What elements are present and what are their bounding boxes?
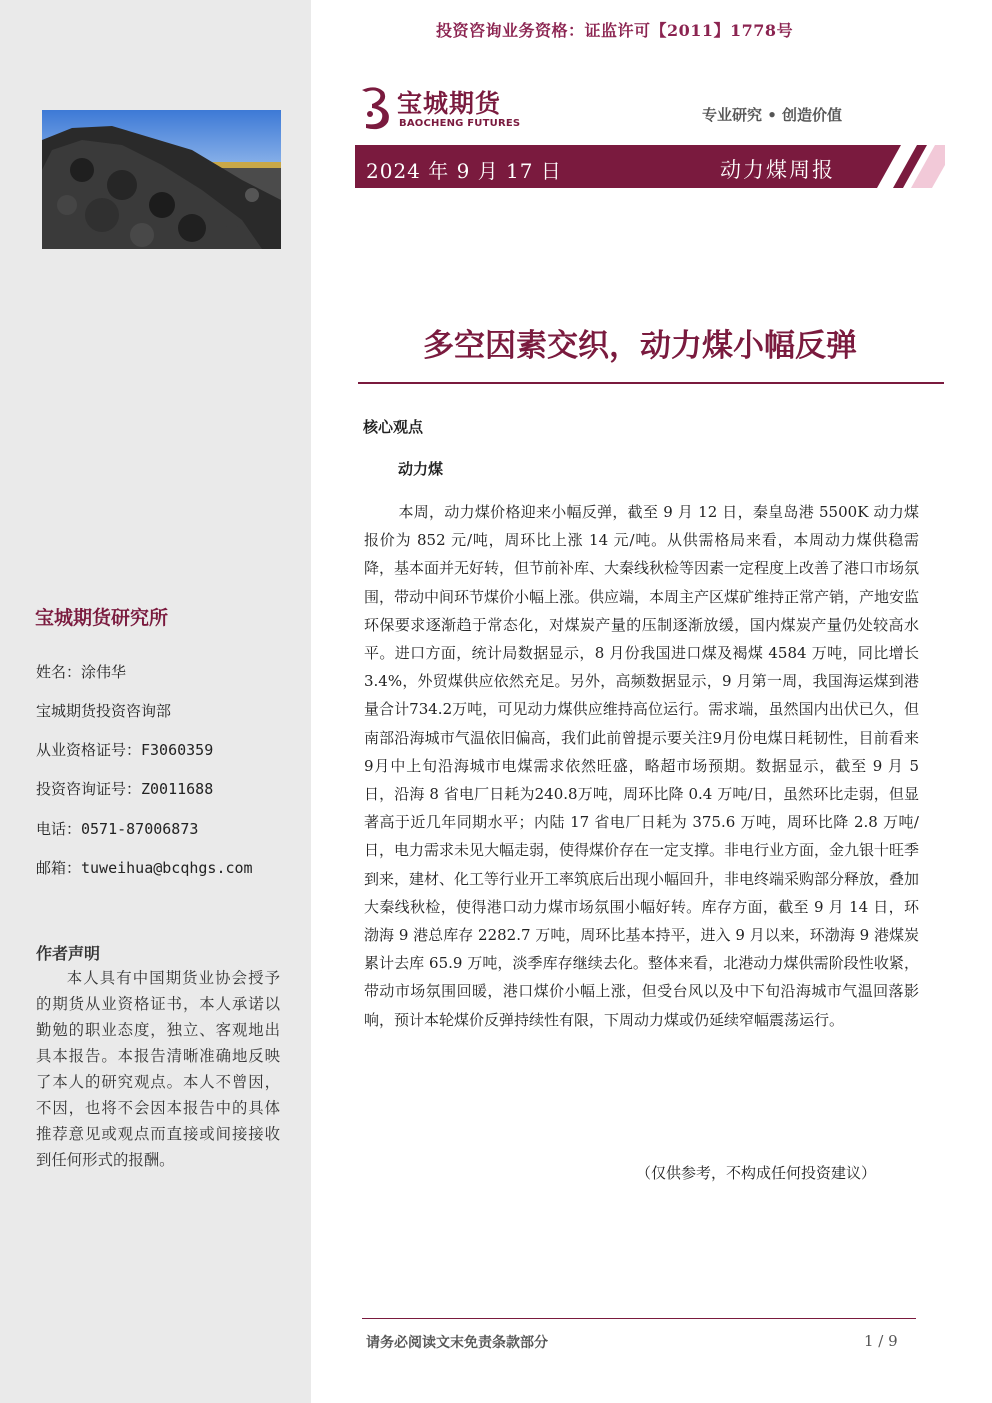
coal-photo <box>42 110 281 249</box>
section-heading-core: 核心观点 <box>363 418 424 436</box>
qualification-number: 从业资格证号：F3060359 <box>36 741 214 759</box>
disclaimer: （仅供参考，不构成任何投资建议） <box>636 1164 877 1182</box>
report-type: 动力煤周报 <box>720 158 835 182</box>
footer-notice: 请务必阅读文末免责条款部分 <box>366 1335 548 1351</box>
consulting-number: 投资咨询证号：Z0011688 <box>36 780 214 798</box>
section-heading-coal: 动力煤 <box>398 460 444 478</box>
analyst-name: 姓名：涂伟华 <box>36 663 127 681</box>
footer-divider <box>362 1318 916 1319</box>
declaration-title: 作者声明 <box>36 944 101 963</box>
license-text: 投资咨询业务资格：证监许可【2011】1778号 <box>436 21 794 40</box>
title-divider <box>358 382 944 384</box>
department: 宝城期货投资咨询部 <box>36 702 172 720</box>
declaration-body: 本人具有中国期货业协会授予的期货从业资格证书，本人承诺以勤勉的职业态度，独立、客观地出具本报告。本报告清晰准确地反映了本人的研究观点。本人不曾因，不因，也将不会因本报告中的具体推荐意见或观点而直接或间接接收到任何形式的报酬。 <box>36 969 280 1169</box>
slogan: 专业研究 • 创造价值 <box>702 106 843 124</box>
logo-text-en: BAOCHENG FUTURES <box>399 118 521 129</box>
institute-name: 宝城期货研究所 <box>35 607 169 629</box>
body-paragraph: 本周，动力煤价格迎来小幅反弹，截至 9 月 12 日，秦皇岛港 5500K 动力煤报价为 852 元/吨，周环比上涨 14 元/吨。从供需格局来看，本周动力煤供稳需降，基本面并无好转，但节前补库、大秦线秋检等因素一定程度上改善了港口市场氛围，带动中间环节煤价小幅上涨。供应端，本周主产区煤矿维持正常产销，产地安监环保要求逐渐趋于常态化，对煤炭产量的压制逐渐放缓，国内煤炭产量仍处较高水平。进口方面，统计局数据显示，8 月份我国进口煤及褐煤 4584 万吨，同比增长 3.4%，外贸煤供应依然充足。另外，高频数据显示，9 月第一周，我国海运煤到港量合计734.2万吨，可见动力煤供应维持高位运行。需求端，虽然国内出伏已久，但南部沿海城市气温依旧偏高，我们此前曾提示要关注9月份电煤日耗韧性，目前看来9月中上旬沿海城市电煤需求依然旺盛，略超市场预期。数据显示，截至 9 月 5 日，沿海 8 省电厂日耗为240.8万吨，周环比降 0.4 万吨/日，虽然环比走弱，但显著高于近几年同期水平；内陆 17 省电厂日耗为 375.6 万吨，周环比降 2.8 万吨/日，电力需求未见大幅走弱，使得煤价存在一定支撑。非电行业方面，金九银十旺季到来，建材、化工等行业开工率筑底后出现小幅回升，非电终端采购部分释放，叠加大秦线秋检，使得港口动力煤市场氛围小幅好转。库存方面，截至 9 月 14 日，环渤海 9 港总库存 2282.7 万吨，周环比基本持平，进入 9 月以来，环渤海 9 港煤炭累计去库 65.9 万吨，淡季库存继续去化。整体来看，北港动力煤供需阶段性收紧，带动市场氛围回暖，港口煤价小幅上涨，但受台风以及中下旬沿海城市气温回落影响，预计本轮煤价反弹持续性有限，下周动力煤或仍延续窄幅震荡运行。 <box>364 503 920 1029</box>
page-title: 多空因素交织，动力煤小幅反弹 <box>423 328 857 364</box>
report-date: 2024 年 9 月 17 日 <box>366 159 562 183</box>
phone: 电话：0571-87006873 <box>36 820 199 838</box>
page-number: 1 / 9 <box>864 1332 898 1350</box>
email-link[interactable]: 邮箱：tuweihua@bcqhgs.com <box>36 859 253 877</box>
logo-text-cn: 宝城期货 <box>397 89 502 118</box>
